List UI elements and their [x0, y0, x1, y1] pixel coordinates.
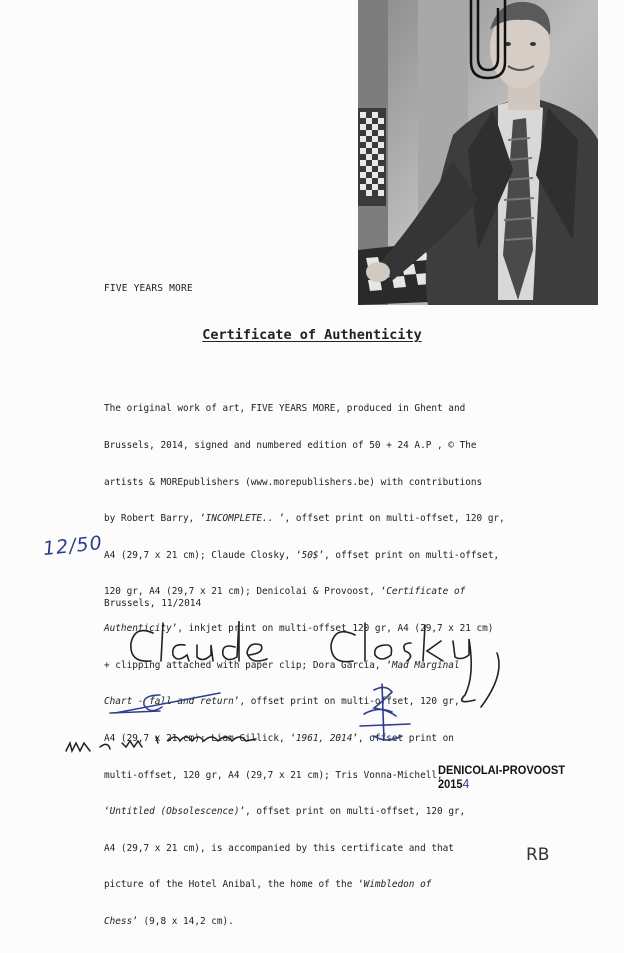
stamp-name: DENICOLAI-PROVOOST	[438, 763, 565, 777]
body-line: picture of the Hotel Anibal, the home of the ‘Wimbledon of	[104, 879, 432, 891]
stamp-year: 2015	[438, 777, 463, 791]
denicolai-provoost-stamp	[438, 763, 565, 791]
handwritten-edition-number: 12/50	[42, 531, 104, 561]
body-line: artists & MOREpublishers (www.morepublishers.be) with contributions	[104, 476, 483, 488]
body-line: 120 gr, A4 (29,7 x 21 cm); Denicolai & Provoost, ‘Certificate of	[104, 586, 466, 598]
body-line: multi-offset, 120 gr, A4 (29,7 x 21 cm); Tris Vonna-Michell,	[104, 769, 443, 781]
signature-monogram	[352, 680, 422, 750]
body-line: Chart - fall and return’, offset print on multi-offset, 120 gr,	[104, 696, 460, 708]
document-title: Certificate of Authenticity	[202, 327, 422, 343]
body-line: A4 (29,7 x 21 cm); Liam Gillick, ‘1961, 2014’, offset print on	[104, 732, 454, 744]
place-and-date: Brussels, 11/2014	[104, 598, 202, 609]
stamp-year-mark: 4	[462, 776, 470, 791]
signature-scribble-left	[60, 685, 290, 765]
body-line: Brussels, 2014, signed and numbered edition of 50 + 24 A.P , © The	[104, 440, 477, 452]
body-line: Chess’ (9,8 x 14,2 cm).	[104, 915, 234, 927]
body-line: by Robert Barry, ‘INCOMPLETE.. ’, offset print on multi-offset, 120 gr,	[104, 513, 505, 525]
body-line: ‘Untitled (Obsolescence)’, offset print on multi-offset, 120 gr,	[104, 806, 466, 818]
body-line: A4 (29,7 x 21 cm); Claude Closky, ‘50$’, offset print on multi-offset,	[104, 549, 500, 561]
body-line: A4 (29,7 x 21 cm), is accompanied by this certificate and that	[104, 842, 454, 854]
body-line: + clipping attached with paper clip; Dora García, ‘Mad Marginal	[104, 659, 460, 671]
portrait-photo	[358, 0, 598, 305]
portrait-photo-image	[358, 0, 598, 305]
stamp-year-line	[438, 777, 565, 791]
chessboard-wall	[358, 108, 386, 206]
handwritten-initials: RB	[526, 845, 550, 865]
body-line: The original work of art, FIVE YEARS MORE, produced in Ghent and	[104, 403, 466, 415]
body-line: Authenticity’, inkjet print on multi-offset 120 gr, A4 (29,7 x 21 cm)	[104, 623, 494, 635]
work-title-label: FIVE YEARS MORE	[104, 283, 193, 294]
